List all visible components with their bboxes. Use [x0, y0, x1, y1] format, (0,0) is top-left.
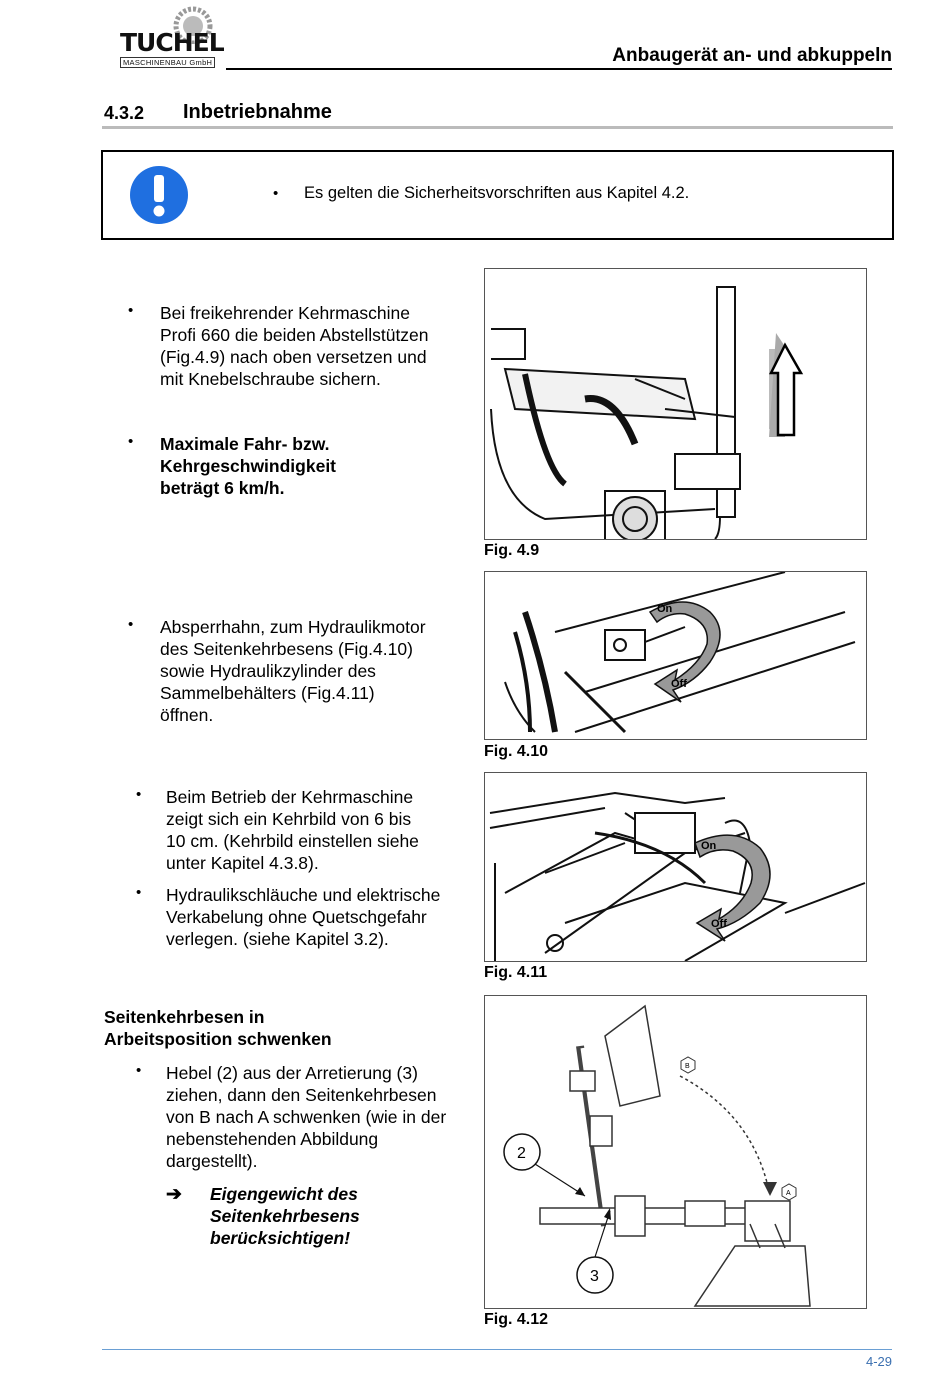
- list-item-absperrhahn: [160, 616, 426, 726]
- page-number: 4-29: [865, 1354, 892, 1369]
- subsection-heading: [104, 1006, 332, 1050]
- text-line: Kehrgeschwindigkeit: [160, 456, 337, 476]
- bullet-4: •: [136, 786, 142, 803]
- logo-subtext: MASCHINENBAU GmbH: [120, 57, 215, 68]
- text-line: Beim Betrieb der Kehrmaschine: [166, 787, 414, 807]
- stand-support-drawing: [485, 269, 866, 539]
- text-line: des Seitenkehrbesens (Fig.4.10): [160, 639, 413, 659]
- exclamation-icon: [129, 165, 189, 225]
- off-label: Off: [671, 678, 687, 690]
- text-line: Absperrhahn, zum Hydraulikmotor: [160, 617, 426, 637]
- text-line: Verkabelung ohne Quetschgefahr: [166, 907, 427, 927]
- notice-bullet: •: [273, 185, 279, 202]
- off-label: Off: [711, 918, 727, 930]
- notice-box: [101, 150, 894, 240]
- text-line: ziehen, dann den Seitenkehrbesen: [166, 1085, 437, 1105]
- text-line: nebenstehenden Abbildung: [166, 1129, 379, 1149]
- section-title: Inbetriebnahme: [183, 101, 332, 123]
- on-label: On: [701, 840, 717, 852]
- text-line: öffnen.: [160, 705, 214, 725]
- figure-4-9: [484, 268, 867, 540]
- position-a-label: A: [786, 1190, 791, 1197]
- text-line: Seitenkehrbesens: [210, 1206, 360, 1226]
- footer-rule: [102, 1349, 892, 1350]
- position-b-label: B: [685, 1063, 690, 1070]
- text-line: Hydraulikschläuche und elektrische: [166, 885, 441, 905]
- figure-caption: Fig. 4.12: [484, 1311, 549, 1328]
- text-line: verlegen. (siehe Kapitel 3.2).: [166, 929, 389, 949]
- text-line: 10 cm. (Kehrbild einstellen siehe: [166, 831, 419, 851]
- text-line: zeigt sich ein Kehrbild von 6 bis: [166, 809, 412, 829]
- text-line: (Fig.4.9) nach oben versetzen und: [160, 347, 427, 367]
- arrow-right-icon: ➔: [166, 1184, 182, 1205]
- header-rule: [226, 68, 892, 70]
- text-line: Maximale Fahr- bzw.: [160, 434, 330, 454]
- page-header-title: Anbaugerät an- und abkuppeln: [612, 45, 892, 66]
- figure-caption: Fig. 4.10: [484, 743, 549, 760]
- text-line: beträgt 6 km/h.: [160, 478, 285, 498]
- text-line: Sammelbehälters (Fig.4.11): [160, 683, 375, 703]
- list-item-max-speed: [160, 433, 336, 499]
- bullet-1: •: [128, 302, 134, 319]
- bullet-5: •: [136, 884, 142, 901]
- section-rule: [102, 126, 893, 129]
- list-item-abstellstuetzen: [160, 302, 429, 390]
- text-line: Profi 660 die beiden Abstellstützen: [160, 325, 429, 345]
- text-line: Arbeitsposition schwenken: [104, 1029, 332, 1049]
- bullet-6: •: [136, 1062, 142, 1079]
- swing-position-drawing: [485, 996, 866, 1308]
- callout-3: 3: [590, 1268, 599, 1285]
- callout-2: 2: [517, 1145, 526, 1162]
- logo-text: TUCHEL: [120, 28, 224, 57]
- valve-drawing: [485, 572, 866, 739]
- text-line: Bei freikehrender Kehrmaschine: [160, 303, 410, 323]
- figure-caption: Fig. 4.11: [484, 964, 548, 981]
- text-line: von B nach A schwenken (wie in der: [166, 1107, 447, 1127]
- text-line: dargestellt).: [166, 1151, 258, 1171]
- note-eigengewicht: [210, 1183, 360, 1249]
- bullet-3: •: [128, 616, 134, 633]
- logo: [118, 4, 222, 68]
- section-number: 4.3.2: [104, 103, 145, 123]
- text-line: sowie Hydraulikzylinder des: [160, 661, 376, 681]
- figure-4-10: [484, 571, 867, 740]
- text-line: mit Knebelschraube sichern.: [160, 369, 381, 389]
- list-item-hebel: [166, 1062, 446, 1172]
- list-item-kehrbild: [166, 786, 419, 874]
- text-line: berücksichtigen!: [210, 1228, 351, 1248]
- text-line: Hebel (2) aus der Arretierung (3): [166, 1063, 418, 1083]
- text-line: unter Kapitel 4.3.8).: [166, 853, 319, 873]
- bullet-2: •: [128, 433, 134, 450]
- text-line: Seitenkehrbesen in: [104, 1007, 265, 1027]
- figure-4-11: [484, 772, 867, 962]
- list-item-hydraulikschlaeuche: [166, 884, 440, 950]
- figure-4-12: [484, 995, 867, 1309]
- notice-text: Es gelten die Sicherheitsvorschriften aus Kapitel 4.2.: [304, 184, 690, 202]
- on-label: On: [657, 603, 673, 615]
- hydraulic-cylinder-drawing: [485, 773, 866, 961]
- text-line: Eigengewicht des: [210, 1184, 358, 1204]
- figure-caption: Fig. 4.9: [484, 542, 540, 559]
